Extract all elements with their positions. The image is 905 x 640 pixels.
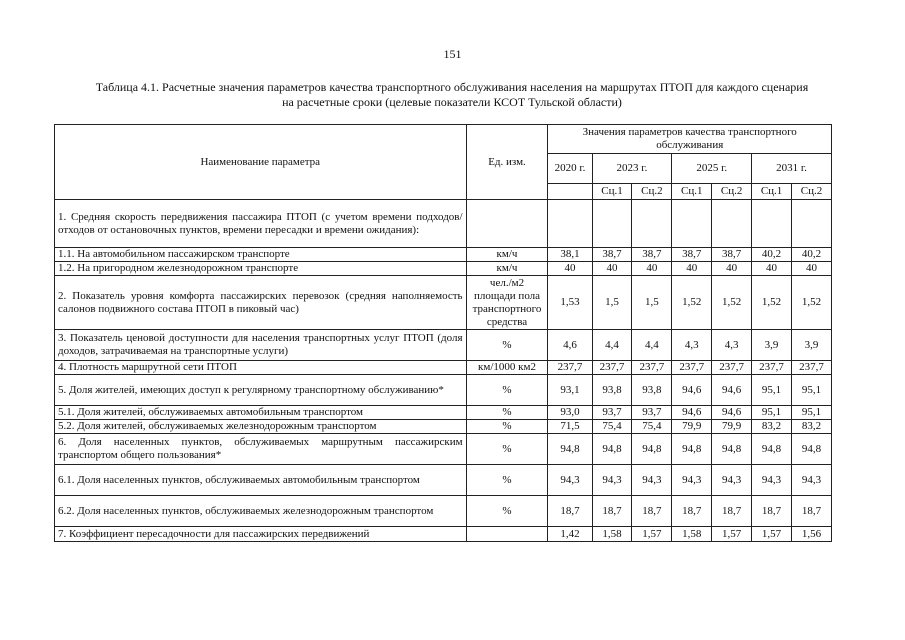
value-cell: 18,7	[752, 496, 792, 527]
value-cell: 38,1	[548, 248, 592, 262]
value-cell: 1,53	[548, 276, 592, 330]
value-cell	[548, 200, 592, 248]
value-cell: 40	[548, 262, 592, 276]
table-body	[55, 200, 832, 542]
value-cell: 1,5	[592, 276, 632, 330]
value-cell	[592, 200, 632, 248]
value-cell: 237,7	[712, 361, 752, 375]
value-cell: 94,8	[632, 434, 672, 465]
parameter-name: 5.2. Доля жителей, обслуживаемых железнодорожным транспортом	[55, 420, 467, 434]
value-cell: 95,1	[792, 375, 832, 406]
value-cell: 79,9	[712, 420, 752, 434]
parameter-name: 1.2. На пригородном железнодорожном транспорте	[55, 262, 467, 276]
header-scenario-2: Сц.2	[632, 184, 672, 200]
value-cell: 3,9	[752, 330, 792, 361]
value-cell: 1,52	[672, 276, 712, 330]
value-cell	[752, 200, 792, 248]
header-2020-blank	[548, 184, 592, 200]
value-cell: 95,1	[752, 375, 792, 406]
value-cell	[712, 200, 752, 248]
value-cell: 40,2	[792, 248, 832, 262]
value-cell: 94,8	[548, 434, 592, 465]
value-cell: 75,4	[592, 420, 632, 434]
value-cell: 4,4	[592, 330, 632, 361]
parameters-table	[54, 124, 832, 542]
value-cell: 1,57	[632, 527, 672, 542]
header-scenario-2: Сц.2	[792, 184, 832, 200]
value-cell: 1,52	[712, 276, 752, 330]
value-cell: 1,57	[712, 527, 752, 542]
parameter-name: 7. Коэффициент пересадочности для пассажирских передвижений	[55, 527, 467, 542]
table-row	[55, 330, 832, 361]
table-row	[55, 420, 832, 434]
value-cell: 93,1	[548, 375, 592, 406]
value-cell: 18,7	[712, 496, 752, 527]
value-cell: 237,7	[752, 361, 792, 375]
value-cell: 94,8	[672, 434, 712, 465]
parameter-name: 5.1. Доля жителей, обслуживаемых автомобильным транспортом	[55, 406, 467, 420]
value-cell: 95,1	[752, 406, 792, 420]
value-cell: 1,5	[632, 276, 672, 330]
value-cell: 4,3	[672, 330, 712, 361]
parameter-name: 6.1. Доля населенных пунктов, обслуживаемых автомобильным транспортом	[55, 465, 467, 496]
value-cell: 94,8	[712, 434, 752, 465]
value-cell: 79,9	[672, 420, 712, 434]
parameter-name: 2. Показатель уровня комфорта пассажирских перевозок (средняя наполняемость салонов подвижного состава ПТОП в пиковый час)	[55, 276, 467, 330]
value-cell: 94,6	[672, 375, 712, 406]
unit-cell	[466, 200, 548, 248]
value-cell: 18,7	[632, 496, 672, 527]
header-unit: Ед. изм.	[466, 125, 548, 200]
header-year-2025: 2025 г.	[672, 154, 752, 184]
value-cell: 94,8	[792, 434, 832, 465]
value-cell: 94,3	[548, 465, 592, 496]
value-cell: 94,6	[712, 375, 752, 406]
value-cell: 38,7	[672, 248, 712, 262]
value-cell: 237,7	[632, 361, 672, 375]
table-row	[55, 248, 832, 262]
table-row	[55, 465, 832, 496]
header-param-name: Наименование параметра	[55, 125, 467, 200]
caption-line-2: на расчетные сроки (целевые показатели КСОТ Тульской области)	[282, 95, 622, 109]
parameter-name: 6.2. Доля населенных пунктов, обслуживаемых железнодорожным транспортом	[55, 496, 467, 527]
parameter-name: 1. Средняя скорость передвижения пассажира ПТОП (с учетом времени подходов/отходов от остановочных пунктов, времени пересадки и времени ожидания):	[55, 200, 467, 248]
value-cell: 4,6	[548, 330, 592, 361]
unit-cell: км/1000 км2	[466, 361, 548, 375]
value-cell: 4,4	[632, 330, 672, 361]
caption-line-1: Таблица 4.1. Расчетные значения параметров качества транспортного обслуживания населения на маршрутах ПТОП для каждого сценария	[95, 80, 809, 94]
value-cell: 1,52	[752, 276, 792, 330]
value-cell: 237,7	[792, 361, 832, 375]
table-row	[55, 527, 832, 542]
value-cell: 40	[592, 262, 632, 276]
value-cell	[632, 200, 672, 248]
value-cell: 1,52	[792, 276, 832, 330]
value-cell: 94,3	[632, 465, 672, 496]
table-row	[55, 276, 832, 330]
value-cell	[792, 200, 832, 248]
unit-cell: %	[466, 330, 548, 361]
header-year-2031: 2031 г.	[752, 154, 832, 184]
value-cell: 3,9	[792, 330, 832, 361]
table-row	[55, 361, 832, 375]
value-cell: 93,8	[632, 375, 672, 406]
parameter-name: 5. Доля жителей, имеющих доступ к регулярному транспортному обслуживанию*	[55, 375, 467, 406]
unit-cell: %	[466, 406, 548, 420]
header-scenario-1: Сц.1	[752, 184, 792, 200]
value-cell: 93,0	[548, 406, 592, 420]
value-cell: 94,3	[672, 465, 712, 496]
value-cell: 94,6	[672, 406, 712, 420]
table-row	[55, 496, 832, 527]
value-cell: 83,2	[792, 420, 832, 434]
table-row	[55, 200, 832, 248]
unit-cell: %	[466, 375, 548, 406]
value-cell: 4,3	[712, 330, 752, 361]
header-year-2023: 2023 г.	[592, 154, 672, 184]
unit-cell: %	[466, 465, 548, 496]
page-number: 151	[443, 47, 462, 61]
header-scenario-2: Сц.2	[712, 184, 752, 200]
table-caption	[62, 80, 842, 110]
value-cell: 93,8	[592, 375, 632, 406]
value-cell: 95,1	[792, 406, 832, 420]
header-values-title: Значения параметров качества транспортного обслуживания	[548, 125, 832, 154]
value-cell: 40	[752, 262, 792, 276]
header-year-2020: 2020 г.	[548, 154, 592, 184]
header-scenario-1: Сц.1	[592, 184, 632, 200]
table-row	[55, 434, 832, 465]
unit-cell: км/ч	[466, 248, 548, 262]
value-cell: 93,7	[632, 406, 672, 420]
parameter-name: 1.1. На автомобильном пассажирском транспорте	[55, 248, 467, 262]
table-row	[55, 262, 832, 276]
value-cell: 38,7	[632, 248, 672, 262]
value-cell: 38,7	[712, 248, 752, 262]
unit-cell: %	[466, 434, 548, 465]
value-cell: 1,42	[548, 527, 592, 542]
unit-cell: чел./м2 площади пола транспортного средства	[466, 276, 548, 330]
value-cell: 1,58	[672, 527, 712, 542]
parameter-name: 4. Плотность маршрутной сети ПТОП	[55, 361, 467, 375]
value-cell: 40,2	[752, 248, 792, 262]
value-cell: 94,8	[592, 434, 632, 465]
unit-cell: %	[466, 420, 548, 434]
value-cell: 18,7	[592, 496, 632, 527]
value-cell: 38,7	[592, 248, 632, 262]
value-cell: 94,3	[592, 465, 632, 496]
value-cell: 1,56	[792, 527, 832, 542]
value-cell: 1,57	[752, 527, 792, 542]
value-cell: 94,3	[792, 465, 832, 496]
value-cell: 237,7	[548, 361, 592, 375]
value-cell: 40	[632, 262, 672, 276]
unit-cell: %	[466, 496, 548, 527]
value-cell: 93,7	[592, 406, 632, 420]
table-row	[55, 406, 832, 420]
value-cell	[672, 200, 712, 248]
parameter-name: 3. Показатель ценовой доступности для населения транспортных услуг ПТОП (доля доходов, затрачиваемая на транспортные услуги)	[55, 330, 467, 361]
table-row	[55, 375, 832, 406]
value-cell: 83,2	[752, 420, 792, 434]
unit-cell	[466, 527, 548, 542]
unit-cell: км/ч	[466, 262, 548, 276]
value-cell: 237,7	[592, 361, 632, 375]
value-cell: 71,5	[548, 420, 592, 434]
value-cell: 1,58	[592, 527, 632, 542]
value-cell: 40	[792, 262, 832, 276]
value-cell: 94,3	[712, 465, 752, 496]
value-cell: 18,7	[792, 496, 832, 527]
header-scenario-1: Сц.1	[672, 184, 712, 200]
value-cell: 237,7	[672, 361, 712, 375]
parameter-name: 6. Доля населенных пунктов, обслуживаемых маршрутным пассажирским транспортом общего пользования*	[55, 434, 467, 465]
value-cell: 75,4	[632, 420, 672, 434]
value-cell: 18,7	[548, 496, 592, 527]
value-cell: 94,8	[752, 434, 792, 465]
value-cell: 94,3	[752, 465, 792, 496]
value-cell: 94,6	[712, 406, 752, 420]
value-cell: 40	[712, 262, 752, 276]
value-cell: 18,7	[672, 496, 712, 527]
value-cell: 40	[672, 262, 712, 276]
